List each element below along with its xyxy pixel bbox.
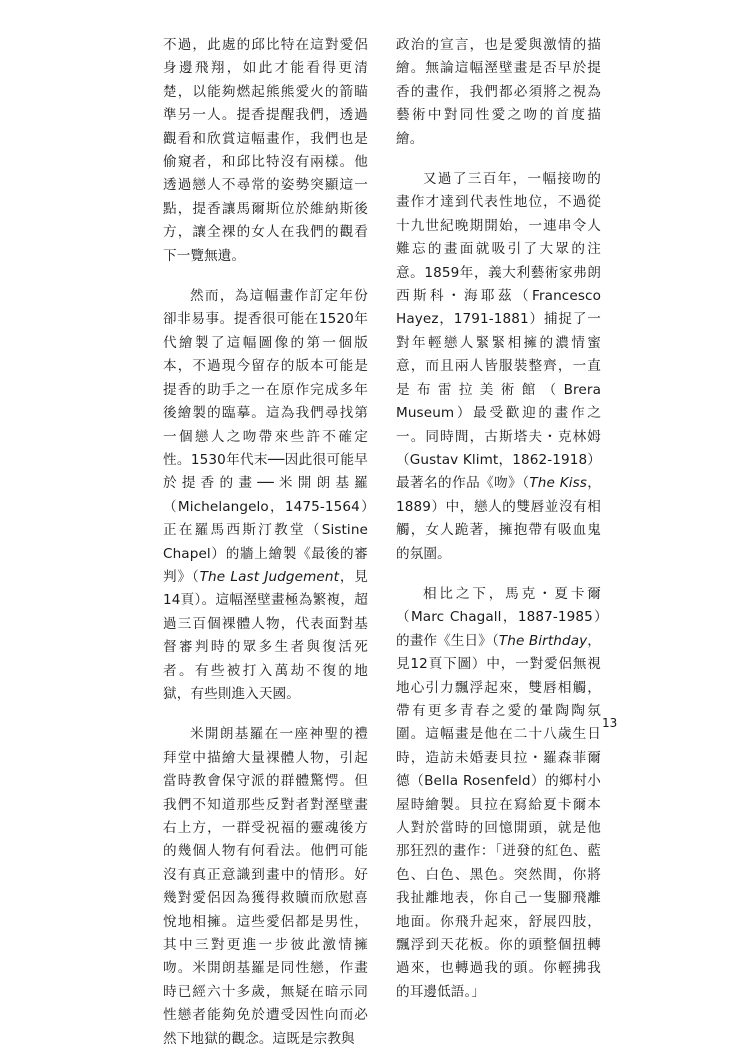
page-number: 13 xyxy=(602,716,618,730)
paragraph: 相比之下，馬克・夏卡爾（Marc Chagall，1887-1985）的畫作《生日》（The Birthday，見12頁下圖）中，一對愛侶無視地心引力飄浮起來，雙唇相觸，帶有更多青春之愛的暈陶陶氛圍。這幅畫是他在二十八歲生日時，造訪未婚妻貝拉・羅森菲爾德（Bella Rosenfeld）的鄉村小屋時繪製。貝拉在寫給夏卡爾本人對於當時的回憶開頭，就是他那狂烈的畫作：「迸發的紅色、藍色、白色、黑色。突然間，你將我扯離地表，你自己一隻腳飛離地面。你飛升起來，舒展四肢，飄浮到天花板。你的頭整個扭轉過來，也轉過我的頭。你輕拂我的耳邊低語。」 xyxy=(396,585,601,1000)
left-text-column xyxy=(163,34,368,1051)
right-text-column xyxy=(396,34,601,1004)
artwork-title: The Kiss xyxy=(529,475,587,492)
paragraph: 政治的宣言，也是愛與激情的描繪。無論這幅溼壁畫是否早於提香的畫作，我們都必須將之視為藝術中對同性愛之吻的首度描繪。 xyxy=(396,37,601,147)
paragraph: 然而，為這幅畫作訂定年份卻非易事。提香很可能在1520年代繪製了這幅圖像的第一個版本，不過現今留存的版本可能是提香的助手之一在原作完成多年後繪製的臨摹。這為我們尋找第一個戀人之吻帶來些許不確定性。1530年代末──因此很可能早於提香的畫──米開朗基羅（Michelangelo，1475-1564）正在羅馬西斯汀教堂（Sistine Chapel）的牆上繪製《最後的審判》（The Last Judgement，見14頁）。這幅溼壁畫極為繁複，超過三百個裸體人物，代表面對基督審判時的眾多生者與復活死者。有些被打入萬劫不復的地獄，有些則進入天國。 xyxy=(163,288,369,702)
artwork-title: The Last Judgement xyxy=(199,568,340,585)
paragraph: 又過了三百年，一幅接吻的畫作才達到代表性地位，不過從十九世紀晚期開始，一連串令人難忘的畫面就吸引了大眾的注意。1859年，義大利藝術家弗朗西斯科・海耶茲（Francesco Hayez，1791-1881）捕捉了一對年輕戀人緊緊相擁的濃情蜜意，而且兩人皆服裝整齊，一直是布雷拉美術館（Brera Museum）最受歡迎的畫作之一。同時間，古斯塔夫・克林姆（Gustav Klimt，1862-1918）最著名的作品《吻》（The Kiss，1889）中，戀人的雙唇並沒有相觸，女人跪著，擁抱帶有吸血鬼的氛圍。 xyxy=(396,171,602,562)
paragraph: 米開朗基羅在一座神聖的禮拜堂中描繪大量裸體人物，引起當時教會保守派的群體驚愕。但我們不知道那些反對者對溼壁畫右上方，一群受祝福的靈魂後方的幾個人物有何看法。他們可能沒有真正意識到畫中的情形。好幾對愛侶因為獲得救贖而欣慰喜悅地相擁。這些愛侶都是男性，其中三對更進一步彼此激情擁吻。米開朗基羅是同性戀，作畫時已經六十多歲，無疑在暗示同性戀者能夠免於遭受因性向而必然下地獄的觀念。這既是宗教與 xyxy=(163,726,368,1047)
artwork-title: The Birthday xyxy=(498,632,588,649)
paragraph: 不過，此處的邱比特在這對愛侶身邊飛翔，如此才能看得更清楚，以能夠燃起熊熊愛火的箭瞄準另一人。提香提醒我們，透過觀看和欣賞這幅畫作，我們也是偷窺者，和邱比特沒有兩樣。他透過戀人不尋常的姿勢突顯這一點，提香讓馬爾斯位於維納斯後方，讓全裸的女人在我們的觀看下一覽無遺。 xyxy=(163,37,368,264)
